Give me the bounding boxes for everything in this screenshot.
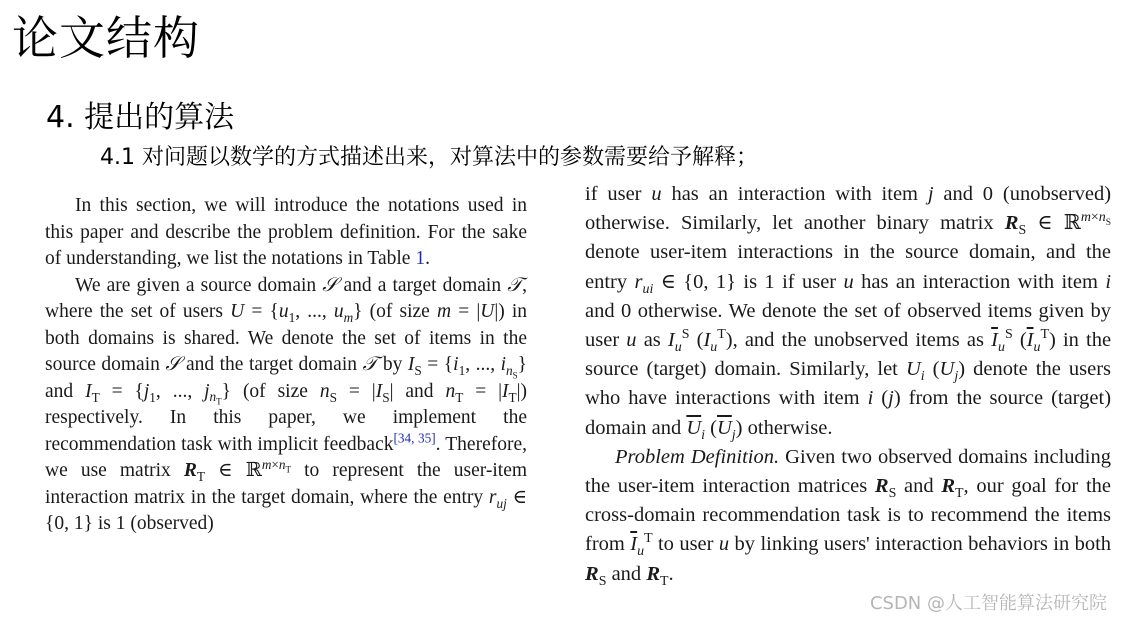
problem-definition-paragraph: Problem Definition. Given two observed domains including the user-item interaction matrices $R_S$ and $R_T$, our goal for the cross-domain recommendation task is to recommend the items from $\overline{I}_u^T$ to user u by linking users' interaction behaviors in both $R_S$ and $R_T$.: [585, 445, 1112, 589]
left-text-column: [45, 193, 527, 538]
section-heading: 4. 提出的算法: [46, 100, 235, 135]
citation-link[interactable]: [34, 35]: [393, 430, 436, 445]
notation-paragraph: if user u has an interaction with item j and 0 (unobserved) otherwise. Similarly, let another binary matrix $R_S$ ∈ ℝ$^{m\times n_S}$ denote user-item interactions in the source domain, and the entry $r_{ui}$ ∈ {0, 1} is 1 if user u has an interaction with item i and 0 otherwise. We denote the set of observed items given by user u as $I_u^S$ $(I_u^T)$, and the unobserved items as $\overline{I}_u^S$ $(\overline{I}_u^T)$ in the source (target) domain. Similarly, let $U_i$ $(U_j)$ denote the users who have interactions with item i (j) from the source (target) domain and $\overline{U}_i$ $(\overline{U}_j)$ otherwise.: [585, 183, 1112, 443]
slide-title: 论文结构: [12, 11, 200, 65]
intro-paragraph: In this section, we will introduce the notations used in this paper and describe the problem definition. For the sake of understanding, we list the notations in Table 1.: [45, 195, 527, 269]
subsection-heading: 4.1 对问题以数学的方式描述出来，对算法中的参数需要给予解释；: [100, 145, 758, 170]
problem-definition-label: Problem Definition.: [615, 445, 780, 468]
setup-paragraph: We are given a source domain 𝒮 and a target domain 𝒯, where the set of users $U = \{u_1$, ..., $u_m$} (of size m = |U|) in both domains is shared. We denote the set of items in the source domain 𝒮 and the target domain 𝒯 by $I_S = \{i_1$, ..., $i_{n_S}$} and $I_T = \{j_1$, ..., $j_{n_T}$} (of size $n_S = |I_S|$ and $n_T = |I_T|$) respectively. In this paper, we implement the recommendation task with implicit feedback[34, 35]. Therefore, we use matrix $R_T$ ∈ ℝ$^{m\times n_T}$ to represent the user-item interaction matrix in the target domain, where the entry $r_{uj}$ ∈ {0, 1} is 1 (observed): [45, 274, 528, 534]
right-text-column: [585, 180, 1111, 589]
csdn-watermark: CSDN @人工智能算法研究院: [869, 593, 1107, 614]
table-reference-link[interactable]: 1: [415, 248, 426, 269]
